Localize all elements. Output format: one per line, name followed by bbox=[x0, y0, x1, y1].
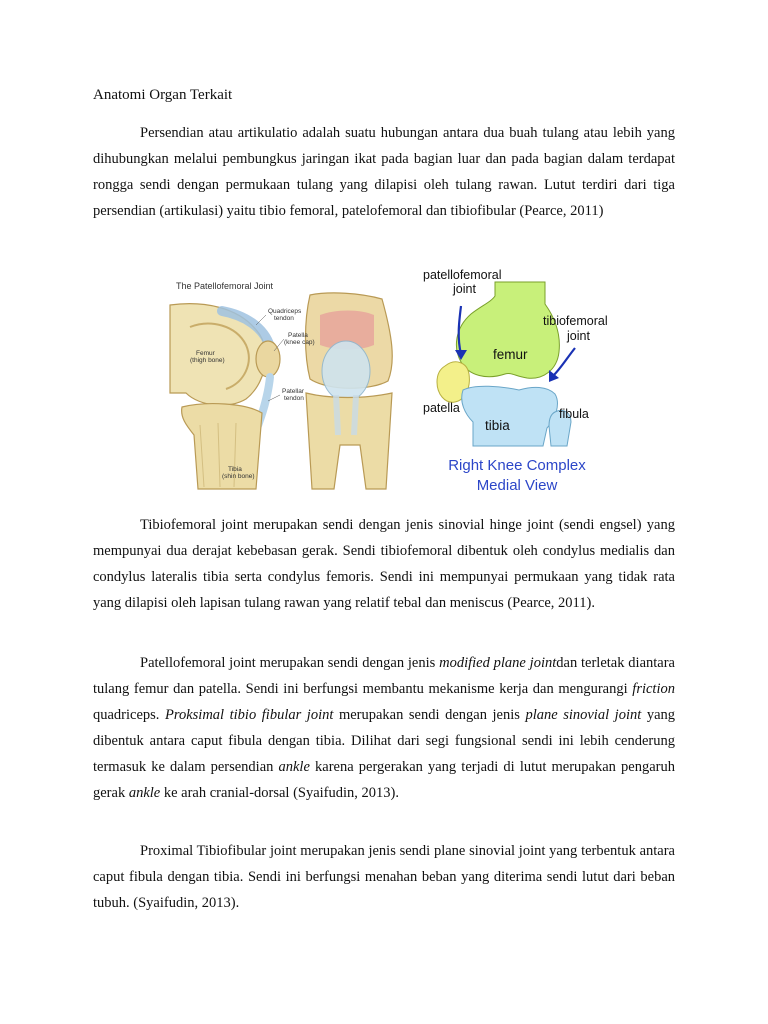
patellofemoral-joint-illustration bbox=[160, 275, 410, 490]
svg-text:Femur: Femur bbox=[196, 350, 215, 357]
label-tibiofemoral: tibiofemoral bbox=[543, 314, 608, 328]
svg-text:tendon: tendon bbox=[274, 315, 294, 322]
italic-term: friction bbox=[632, 681, 675, 697]
italic-term: Proksimal tibio fibular joint bbox=[165, 707, 334, 723]
svg-text:(thigh bone): (thigh bone) bbox=[190, 357, 225, 364]
label-patellofemoral-joint: joint bbox=[453, 282, 476, 296]
svg-text:Patellar: Patellar bbox=[282, 388, 305, 395]
label-tibiofemoral-joint: joint bbox=[567, 329, 590, 343]
section-heading: Anatomi Organ Terkait bbox=[93, 87, 233, 103]
svg-text:Patella: Patella bbox=[288, 332, 308, 339]
italic-term: plane sinovial joint bbox=[525, 707, 642, 723]
figure-left-title: The Patellofemoral Joint bbox=[176, 281, 274, 291]
caption-line-1: Right Knee Complex bbox=[448, 457, 586, 474]
svg-text:tendon: tendon bbox=[284, 395, 304, 402]
paragraph-tibiofemoral: Tibiofemoral joint merupakan sendi dengan jenis sinovial hinge joint (sendi engsel) yang mempunyai dua derajat kebebasan gerak. Sendi tibiofemoral dibentuk oleh condylus medialis dan condylus lateralis tibia serta condylus femoris. Sendi ini mempunyai permukaan yang tidak rata yang dilapisi oleh lapisan tulang rawan yang relatif tebal dan meniscus (Pearce, 2011). bbox=[93, 517, 675, 611]
svg-text:(shin bone): (shin bone) bbox=[222, 473, 255, 480]
svg-text:Quadriceps: Quadriceps bbox=[268, 308, 302, 315]
italic-term: ankle bbox=[128, 785, 161, 801]
label-fibula: fibula bbox=[559, 407, 589, 421]
paragraph-persendian: Persendian atau artikulatio adalah suatu hubungan antara dua buah tulang atau lebih yang dihubungkan melalui pembungkus jaringan ikat pada bagian luar dan pada bagian dalam terdapat rongga sendi dengan permukaan tulang yang dilapisi oleh tulang rawan. Lutut terdiri dari tiga persendian (artikulasi) yaitu tibio femoral, patelofemoral dan tibiofibular (Pearce, 2011) bbox=[93, 125, 675, 219]
paragraph-patellofemoral: Patellofemoral joint merupakan sendi dengan jenis modified plane jointdan terletak diantara tulang femur dan patella. Sendi ini berfungsi membantu mekanisme kerja dan mengurangi friction quadriceps. Proksimal tibio fibular joint merupakan sendi dengan jenis plane sinovial joint yang dibentuk antara caput fibula dengan tibia. Dilihat dari segi fungsional sendi ini lebih cenderung termasuk ke dalam persendian ankle karena pergerakan yang terjadi di lutut merupakan pengaruh gerak ankle ke arah cranial-dorsal (Syaifudin, 2013). bbox=[93, 655, 676, 801]
label-patella: patella bbox=[423, 401, 460, 415]
svg-text:Tibia: Tibia bbox=[228, 466, 242, 473]
italic-term: modified plane joint bbox=[439, 655, 557, 671]
label-patellofemoral: patellofemoral bbox=[423, 268, 502, 282]
italic-term: ankle bbox=[278, 759, 310, 775]
paragraph-proximal-tibiofibular: Proximal Tibiofibular joint merupakan jenis sendi plane sinovial joint yang terbentuk antara caput fibula dengan tibia. Sendi ini berfungsi menahan beban yang diterima sendi lutut dari beban tubuh. (Syaifudin, 2013). bbox=[93, 843, 675, 911]
label-femur: femur bbox=[493, 347, 528, 362]
tibia-shape bbox=[462, 386, 558, 446]
svg-text:(knee cap): (knee cap) bbox=[284, 339, 315, 346]
label-tibia: tibia bbox=[485, 418, 510, 433]
caption-line-2: Medial View bbox=[476, 477, 558, 494]
right-knee-complex-diagram bbox=[415, 262, 635, 498]
